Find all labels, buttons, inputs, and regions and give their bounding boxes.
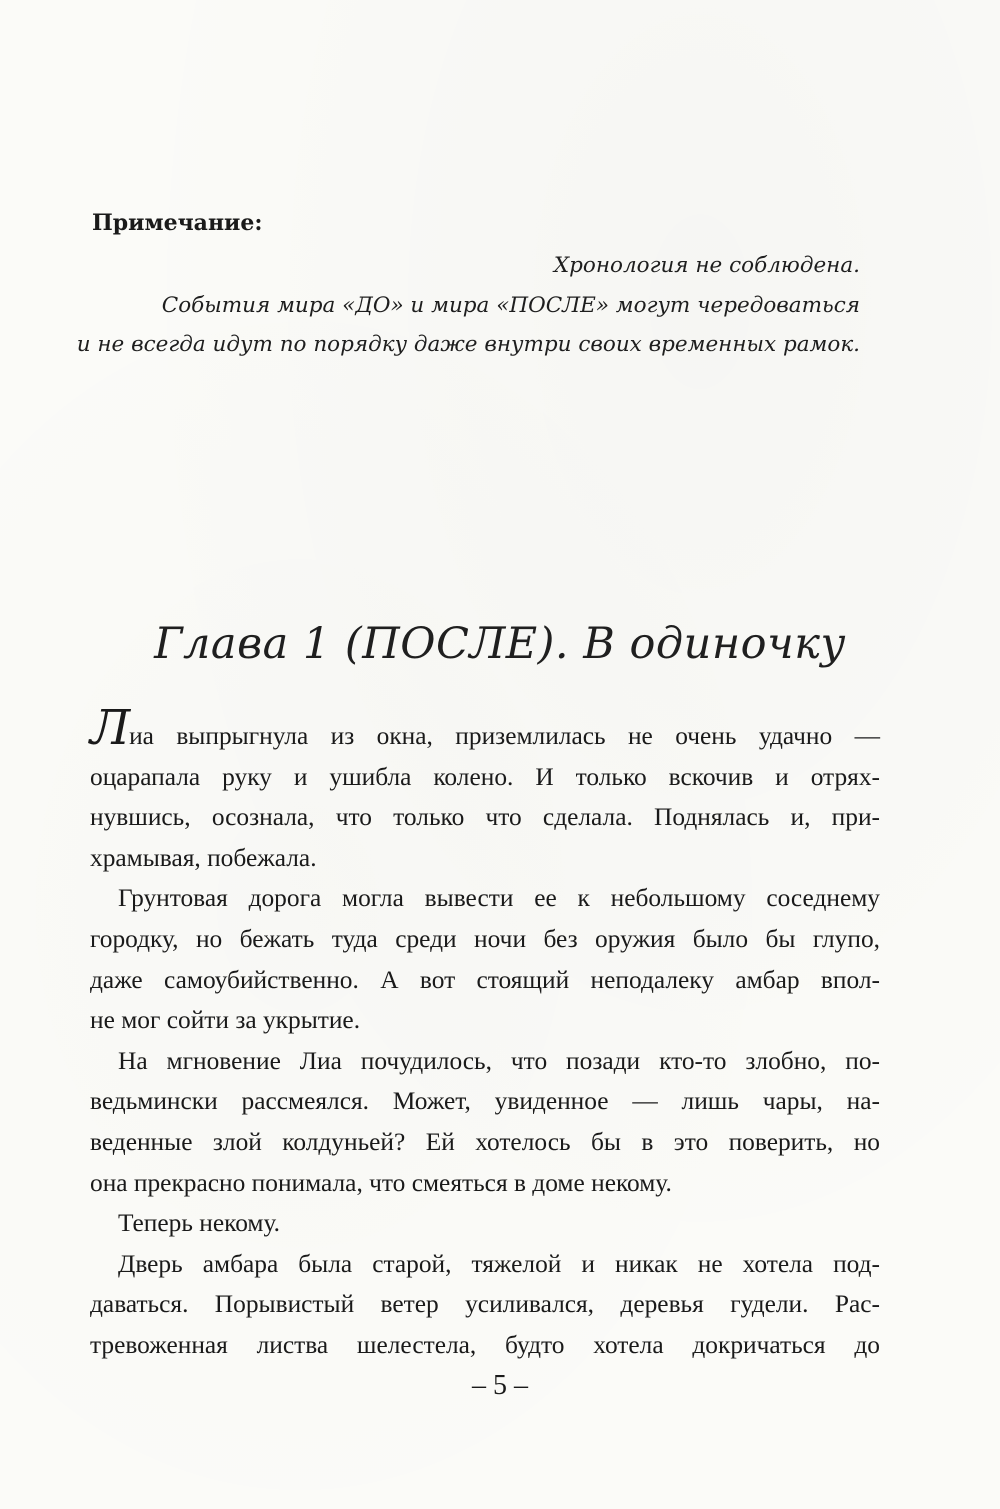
note-line: Хронология не соблюдена. <box>553 253 860 278</box>
text-line: ведьмински рассмеялся. Может, увиденное — лишь чары, на- <box>90 1087 880 1116</box>
drop-cap: Л <box>90 700 130 756</box>
paragraph <box>90 1041 880 1203</box>
text-line: даваться. Порывистый ветер усиливался, деревья гудели. Рас- <box>90 1290 880 1319</box>
text-line: храмывая, побежала. <box>90 843 317 872</box>
text-line: На мгновение Лиа почудилось, что позади кто-то злобно, по- <box>118 1046 880 1075</box>
text-line: Теперь некому. <box>118 1209 280 1238</box>
text-line: Лиа выпрыгнула из окна, приземлилась не очень удачно — <box>90 700 880 756</box>
chapter-body <box>90 700 880 1366</box>
text-line: веденные злой колдуньей? Ей хотелось бы в это поверить, но <box>90 1127 880 1156</box>
paragraph <box>90 700 880 878</box>
note-line: События мира «ДО» и мира «ПОСЛЕ» могут чередоваться <box>161 292 860 318</box>
text-line: оцарапала руку и ушибла колено. И только вскочив и отрях- <box>90 762 880 791</box>
paragraph <box>90 878 880 1040</box>
text-line: тревоженная листва шелестела, будто хотела докричаться до <box>90 1330 880 1359</box>
text-line: Грунтовая дорога могла вывести ее к небольшому соседнему <box>118 884 880 913</box>
text-line: не мог сойти за укрытие. <box>90 1006 361 1035</box>
text-line: городку, но бежать туда среди ночи без оружия было бы глупо, <box>90 924 880 953</box>
text-line: она прекрасно понимала, что смеяться в доме некому. <box>90 1168 672 1197</box>
paragraph <box>90 1244 880 1366</box>
text-line: нувшись, осознала, что только что сделала. Поднялась и, при- <box>90 803 880 832</box>
note-line: и не всегда идут по порядку даже внутри своих временных рамок. <box>76 332 860 357</box>
chapter-title: Глава 1 (ПОСЛЕ). В одиночку <box>154 619 846 669</box>
text-line: даже самоубийственно. А вот стоящий неподалеку амбар впол- <box>90 965 880 994</box>
paragraph <box>90 1203 880 1244</box>
text-line: Дверь амбара была старой, тяжелой и никак не хотела под- <box>118 1249 880 1278</box>
note-text <box>60 246 860 365</box>
note-heading: Примечание: <box>92 210 263 236</box>
page-number: – 5 – <box>472 1370 528 1401</box>
